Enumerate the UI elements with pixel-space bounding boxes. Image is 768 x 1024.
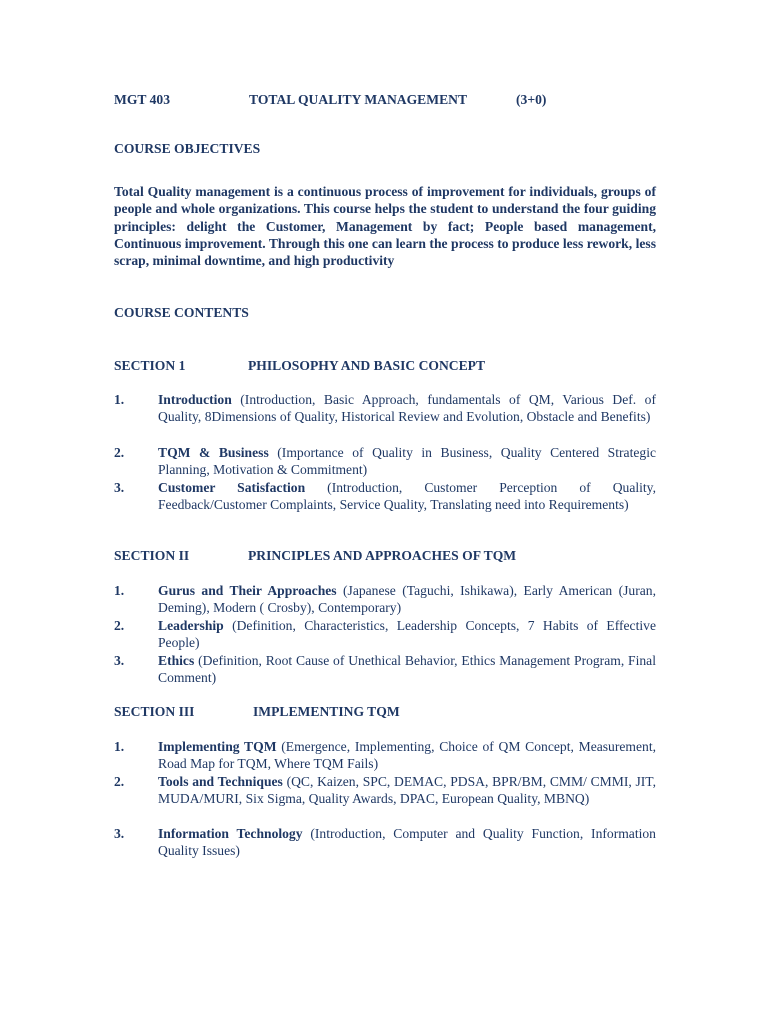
content-item bbox=[114, 738, 656, 773]
content-item bbox=[114, 652, 656, 687]
item-title: Introduction bbox=[158, 392, 232, 407]
item-number: 2. bbox=[114, 445, 125, 460]
section-label: SECTION II bbox=[114, 548, 190, 563]
item-title: Implementing TQM bbox=[158, 739, 277, 754]
content-item bbox=[114, 391, 656, 426]
item-description: (Introduction, Computer and Quality Function, Information Quality Issues) bbox=[158, 826, 656, 859]
item-title: Ethics bbox=[158, 653, 195, 668]
section-title: PRINCIPLES AND APPROACHES OF TQM bbox=[248, 548, 517, 563]
item-title: TQM & Business bbox=[158, 445, 269, 460]
content-item bbox=[114, 444, 656, 479]
item-number: 1. bbox=[114, 583, 125, 598]
section-label: SECTION III bbox=[114, 704, 195, 719]
item-number: 2. bbox=[114, 774, 125, 789]
content-item bbox=[114, 825, 656, 860]
item-title: Tools and Techniques bbox=[158, 774, 283, 789]
item-number: 3. bbox=[114, 826, 125, 841]
section-heading bbox=[114, 703, 400, 721]
item-title: Information Technology bbox=[158, 826, 303, 841]
course-header bbox=[114, 91, 547, 109]
item-description: (Emergence, Implementing, Choice of QM Concept, Measurement, Road Map for TQM, Where TQM Fails) bbox=[158, 739, 656, 772]
course-code: MGT 403 bbox=[114, 92, 171, 107]
item-description: (Definition, Root Cause of Unethical Behavior, Ethics Management Program, Final Comment) bbox=[158, 653, 656, 686]
section-label: SECTION 1 bbox=[114, 358, 186, 373]
contents-heading: COURSE CONTENTS bbox=[114, 305, 249, 320]
objectives-heading: COURSE OBJECTIVES bbox=[114, 141, 261, 156]
course-title: TOTAL QUALITY MANAGEMENT bbox=[249, 92, 468, 107]
course-credits: (3+0) bbox=[516, 92, 547, 107]
item-title: Customer Satisfaction bbox=[158, 480, 306, 495]
section-title: IMPLEMENTING TQM bbox=[253, 704, 400, 719]
item-number: 3. bbox=[114, 653, 125, 668]
item-title: Gurus and Their Approaches bbox=[158, 583, 337, 598]
item-description: (QC, Kaizen, SPC, DEMAC, PDSA, BPR/BM, CMM/ CMMI, JIT, MUDA/MURI, Six Sigma, Quality Awards, DPAC, European Quality, MBNQ) bbox=[158, 774, 656, 807]
section-heading bbox=[114, 357, 486, 375]
item-description: (Introduction, Basic Approach, fundamentals of QM, Various Def. of Quality, 8Dimensions of Quality, Historical Review and Evolution, Obstacle and Benefits) bbox=[158, 392, 656, 425]
item-description: (Japanese (Taguchi, Ishikawa), Early American (Juran, Deming), Modern ( Crosby), Contemporary) bbox=[158, 583, 656, 616]
item-number: 1. bbox=[114, 392, 125, 407]
item-number: 3. bbox=[114, 480, 125, 495]
item-number: 2. bbox=[114, 618, 125, 633]
objectives-paragraph: Total Quality management is a continuous process of improvement for individuals, groups of people and whole organizations. This course helps the student to understand the four guiding principles: delight the Customer, Management by fact; People based management, Continuous improvement. Through this one can learn the process to produce less rework, less scrap, minimal downtime, and high productivity bbox=[114, 184, 656, 269]
section-heading bbox=[114, 547, 517, 565]
item-description: (Importance of Quality in Business, Quality Centered Strategic Planning, Motivation & Commitment) bbox=[158, 445, 656, 478]
content-item bbox=[114, 479, 656, 514]
content-item bbox=[114, 617, 656, 652]
item-title: Leadership bbox=[158, 618, 224, 633]
content-item bbox=[114, 582, 656, 617]
item-description: (Introduction, Customer Perception of Quality, Feedback/Customer Complaints, Service Quality, Translating need into Requirements) bbox=[158, 480, 656, 513]
item-number: 1. bbox=[114, 739, 125, 754]
content-item bbox=[114, 773, 656, 808]
item-description: (Definition, Characteristics, Leadership Concepts, 7 Habits of Effective People) bbox=[158, 618, 656, 651]
section-title: PHILOSOPHY AND BASIC CONCEPT bbox=[248, 358, 486, 373]
